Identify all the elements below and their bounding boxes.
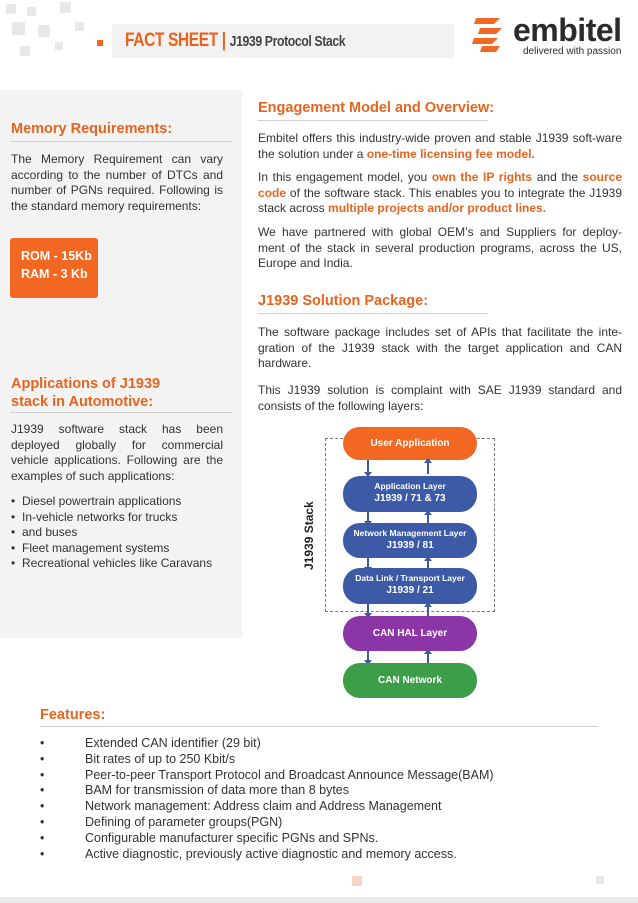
can-hal-label: CAN HAL Layer (372, 628, 448, 639)
deco-square (38, 25, 50, 37)
engagement-paragraph-1: Embitel offers this industry-wide proven and stable J1939 soft-ware the solution under a one-time licensing fee model. (258, 131, 622, 161)
deco-square (6, 4, 16, 14)
applications-heading-line2: stack in Automotive: (11, 394, 154, 410)
memory-requirements-heading: Memory Requirements: (11, 121, 173, 137)
rom-spec: ROM - 15Kb (21, 249, 92, 263)
down-arrow-icon (367, 558, 369, 568)
applications-heading-line1: Applications of J1939 (11, 376, 161, 392)
solution-heading: J1939 Solution Package: (258, 293, 429, 309)
application-layer: Application Layer J1939 / 71 & 73 (343, 476, 477, 512)
logo-tagline: delivered with passion (523, 46, 622, 57)
highlight-licensing: one-time licensing fee model. (366, 146, 535, 161)
deco-square (352, 876, 362, 886)
up-arrow-icon (427, 462, 429, 474)
deco-square (20, 46, 30, 56)
deco-square (12, 22, 25, 35)
applications-text: J1939 software stack has been deployed globally for commercial vehicle applications. Following are the examples of such applications: (11, 422, 223, 483)
can-hal-layer (343, 616, 477, 651)
engagement-paragraph-2: In this engagement model, you own the IP rights and the source code of the software stack. This enables you to integrate the J1939 stack across multiple projects and/or product lines. (258, 170, 623, 215)
feature-item: • Defining of parameter groups(PGN) (40, 815, 630, 831)
list-item: • Diesel powertrain applications (11, 494, 236, 510)
applications-list (11, 494, 236, 572)
up-arrow-icon (427, 653, 429, 663)
applications-heading (11, 375, 160, 411)
divider (40, 726, 598, 727)
data-link-transport-layer: Data Link / Transport Layer J1939 / 21 (343, 568, 477, 604)
engagement-paragraph-3: We have partnered with global OEM’s and Suppliers for deploy-ment of the stack in several production programs, across the US, Europe and India. (258, 225, 622, 270)
deco-square (27, 7, 36, 16)
features-heading: Features: (40, 707, 106, 723)
ram-spec: RAM - 3 Kb (21, 267, 88, 281)
feature-item: • Active diagnostic, previously active diagnostic and memory access. (40, 847, 630, 863)
down-arrow-icon (367, 460, 369, 473)
solution-paragraph-2: This J1939 solution is complaint with SAE J1939 standard and consists of the following layers: (258, 383, 622, 413)
can-network-label: CAN Network (378, 675, 442, 686)
feature-item: • Network management: Address claim and Address Management (40, 799, 630, 815)
header-bullet (97, 40, 103, 46)
feature-item: • Peer-to-peer Transport Protocol and Broadcast Announce Message(BAM) (40, 768, 630, 784)
highlight-ip-rights: own the IP rights (431, 170, 533, 184)
deco-square (60, 2, 71, 13)
page-subtitle: J1939 Protocol Stack (229, 33, 346, 50)
j1939-stack-label: J1939 Stack (302, 501, 316, 570)
deco-square (55, 42, 63, 50)
features-list (40, 736, 630, 862)
memory-requirements-text: The Memory Requirement can vary according to the number of DTCs and number of PGNs required. Following is the standard memory requirements: (11, 152, 223, 213)
list-item: • Recreational vehicles like Caravans (11, 556, 236, 572)
page-title (125, 30, 345, 52)
list-item-continuation: • and buses (11, 525, 236, 541)
down-arrow-icon (367, 604, 369, 614)
user-application-layer (343, 427, 477, 460)
feature-item: • BAM for transmission of data more than 8 bytes (40, 783, 630, 799)
list-item: • Fleet management systems (11, 541, 236, 557)
user-application-label: User Application (370, 438, 450, 449)
feature-item: • Configurable manufacturer specific PGNs and SPNs. (40, 831, 630, 847)
footer-bar (0, 897, 638, 903)
deco-square (596, 876, 604, 884)
down-arrow-icon (367, 651, 369, 661)
network-management-layer: Network Management Layer J1939 / 81 (343, 523, 477, 558)
divider (10, 141, 232, 142)
divider (258, 313, 488, 314)
page-title-main: FACT SHEET | (125, 30, 226, 51)
highlight-multiple-projects: multiple projects and/or product lines. (328, 201, 547, 215)
engagement-heading: Engagement Model and Overview: (258, 100, 495, 116)
feature-item: • Bit rates of up to 250 Kbit/s (40, 752, 630, 768)
deco-square (75, 22, 84, 31)
list-item: • In-vehicle networks for trucks (11, 510, 236, 526)
solution-paragraph-1: The software package includes set of APIs that facilitate the inte-gration of the J1939 stack with the target application and CAN hardware. (258, 325, 622, 370)
logo-wordmark: embitel (513, 12, 622, 48)
embitel-logo-icon (470, 14, 506, 54)
memory-spec-box (10, 238, 98, 298)
feature-item: • Extended CAN identifier (29 bit) (40, 736, 630, 752)
can-network-layer (343, 663, 477, 698)
highlight-source-code: source code (258, 170, 623, 200)
divider (258, 120, 488, 121)
down-arrow-icon (367, 512, 369, 522)
divider (10, 412, 232, 413)
up-arrow-icon (427, 606, 429, 616)
